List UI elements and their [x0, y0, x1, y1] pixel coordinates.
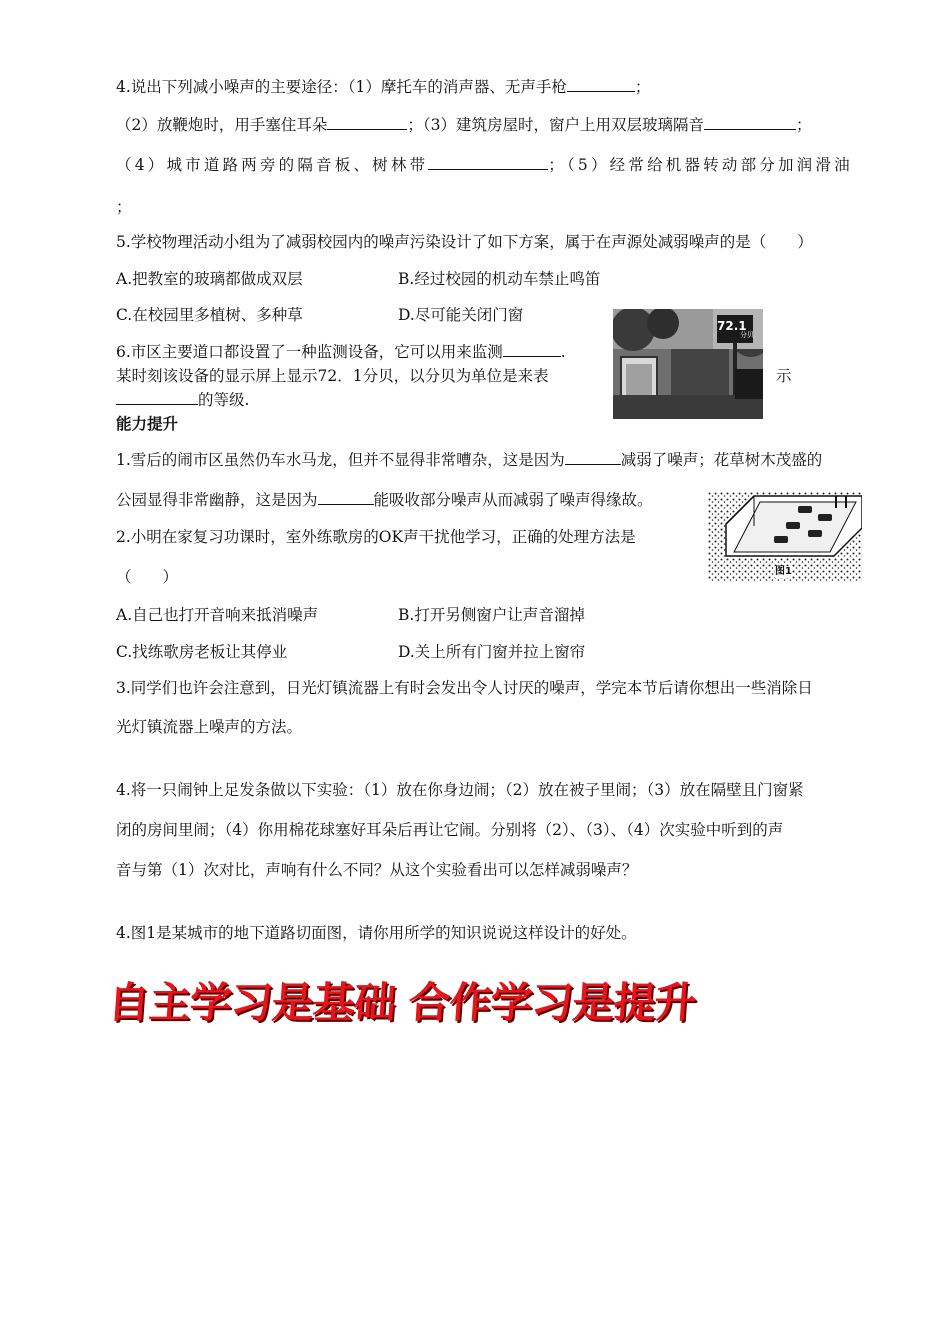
q4-line1-text: 4.说出下列减小噪声的主要途径：（1）摩托车的消声器、无声手枪	[116, 78, 567, 96]
p1-line2-text-a: 公园显得非常幽静，这是因为	[116, 491, 318, 509]
noise-monitor-photo	[613, 309, 763, 419]
answer-blank[interactable]	[567, 76, 635, 92]
p4-line2: 闭的房间里闹；（4）你用棉花球塞好耳朵后再让它闹。分别将（2）、（3）、（4）次实验中听到的声	[116, 821, 784, 839]
p2-option-a[interactable]: A.自己也打开音响来抵消噪声	[116, 606, 319, 624]
q5-option-b[interactable]: B.经过校园的机动车禁止鸣笛	[398, 270, 601, 288]
p1-line1-text-a: 1.雪后的闹市区虽然仍车水马龙，但并不显得非常嘈杂，这是因为	[116, 451, 565, 469]
q6-line2: 某时刻该设备的显示屏上显示72．1分贝，以分贝为单位是来表	[116, 367, 549, 385]
answer-blank[interactable]	[318, 489, 374, 505]
q6-line1	[116, 341, 566, 363]
q6-line1-text: 6.市区主要道口都设置了一种监测设备，它可以用来监测	[116, 343, 503, 361]
q4-line1	[116, 76, 650, 98]
q4-line2-text-b: ；（3）建筑房屋时，窗户上用双层玻璃隔音	[407, 116, 704, 134]
q5-option-d[interactable]: D.尽可能关闭门窗	[398, 306, 524, 324]
p4-line1: 4.将一只闹钟上足发条做以下实验：（1）放在你身边闹；（2）放在被子里闹；（3）放在隔壁且门窗紧	[116, 781, 804, 799]
p1-line1	[116, 449, 822, 471]
p3-line2: 光灯镇流器上噪声的方法。	[116, 718, 303, 736]
monitor-unit: 分贝	[740, 331, 754, 339]
p2-stem: 2.小明在家复习功课时，室外练歌房的OK声干扰他学习，正确的处理方法是	[116, 528, 636, 546]
p1-line2	[116, 489, 653, 511]
answer-blank[interactable]	[428, 154, 548, 170]
answer-blank[interactable]	[116, 389, 198, 405]
q5-option-a[interactable]: A.把教室的玻璃都做成双层	[116, 270, 303, 288]
p4-line3: 音与第（1）次对比，声响有什么不同？从这个实验看出可以怎样减弱噪声？	[116, 861, 638, 879]
p2-option-c[interactable]: C.找练歌房老板让其停业	[116, 643, 288, 661]
p2-option-d[interactable]: D.关上所有门窗并拉上窗帘	[398, 643, 586, 661]
q6-line2-end: 示	[776, 367, 792, 385]
q5-stem: 5.学校物理活动小组为了减弱校园内的噪声污染设计了如下方案，属于在声源处减弱噪声的是（ ）	[116, 233, 813, 251]
q4-line3-text-a: （4）城市道路两旁的隔音板、树林带	[116, 156, 429, 174]
p5-line1: 4.图1是某城市的地下道路切面图，请你用所学的知识说说这样设计的好处。	[116, 924, 637, 942]
p1-line1-text-b: 减弱了噪声；花草树木茂盛的	[620, 451, 823, 469]
section-heading: 能力提升	[116, 415, 179, 433]
p2-paren: （ ）	[116, 568, 179, 586]
monitor-reading: 72.1	[717, 319, 747, 333]
answer-blank[interactable]	[327, 114, 407, 130]
q6-line1-end: .	[560, 343, 566, 361]
q4-line2-text-a: （2）放鞭炮时，用手塞住耳朵	[116, 116, 328, 134]
p2-option-b[interactable]: B.打开另侧窗户让声音溜掉	[398, 606, 585, 624]
q4-line2-end: ；	[796, 116, 812, 134]
figure-caption: 图1	[775, 566, 792, 577]
q4-line2	[116, 114, 812, 136]
p1-line2-text-b: 能吸收部分噪声从而减弱了噪声得缘故。	[373, 491, 653, 509]
q4-line3	[116, 154, 853, 176]
q6-line3	[116, 389, 249, 411]
answer-blank[interactable]	[503, 341, 561, 357]
q4-line1-end: ；	[634, 78, 651, 96]
q4-line4: ；	[116, 198, 132, 216]
slogan-banner: 自主学习是基础 合作学习是提升	[106, 978, 698, 1027]
underground-road-figure	[708, 492, 862, 582]
answer-blank[interactable]	[704, 114, 796, 130]
q5-option-c[interactable]: C.在校园里多植树、多种草	[116, 306, 303, 324]
answer-blank[interactable]	[565, 449, 621, 465]
q4-line3-text-b: ；（5）经常给机器转动部分加润滑油	[548, 156, 853, 174]
q6-line3-text: 的等级.	[198, 391, 250, 409]
p3-line1: 3.同学们也许会注意到，日光灯镇流器上有时会发出令人讨厌的噪声，学完本节后请你想出一些消除日	[116, 679, 813, 697]
